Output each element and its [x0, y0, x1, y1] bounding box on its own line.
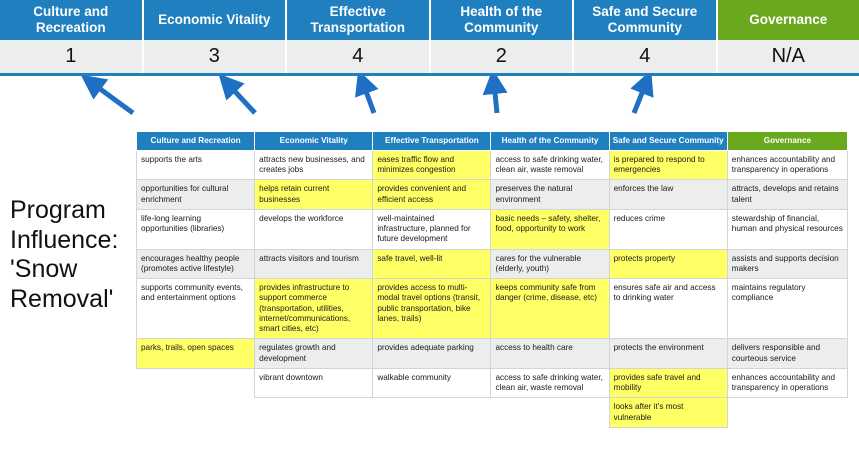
matrix-cell: reduces crime — [609, 209, 727, 249]
table-row — [137, 398, 848, 428]
program-influence-label: Program Influence: 'Snow Removal' — [10, 196, 119, 313]
matrix-cell — [727, 398, 847, 428]
arrow-icon-economic-vitality — [228, 84, 255, 113]
table-row — [137, 150, 848, 180]
header-label: Safe and Secure Community — [592, 4, 698, 35]
score-health-of-the-community: 2 — [431, 40, 575, 73]
table-row — [137, 279, 848, 339]
matrix-header-governance: Governance — [727, 132, 847, 151]
table-row — [137, 209, 848, 249]
matrix-cell: enhances accountability and transparency in operations — [727, 150, 847, 180]
score-economic-vitality: 3 — [144, 40, 288, 73]
matrix-header-economic-vitality: Economic Vitality — [255, 132, 373, 151]
header-label: Governance — [749, 12, 828, 28]
matrix-cell: regulates growth and development — [255, 339, 373, 369]
matrix-cell — [255, 398, 373, 428]
matrix-cell: stewardship of financial, human and physical resources — [727, 209, 847, 249]
matrix-cell: looks after it's most vulnerable — [609, 398, 727, 428]
matrix-cell: provides adequate parking — [373, 339, 491, 369]
header-cell-culture-and-recreation — [0, 0, 144, 40]
header-label: Health of the Community — [460, 4, 543, 35]
matrix-cell: enforces the law — [609, 180, 727, 210]
matrix-cell — [373, 398, 491, 428]
matrix-cell: assists and supports decision makers — [727, 249, 847, 279]
matrix-body — [137, 150, 848, 427]
matrix-cell: provides access to multi-modal travel options (transit, public transportation, bike lanes, trails) — [373, 279, 491, 339]
table-row — [137, 368, 848, 398]
matrix-cell: encourages healthy people (promotes active lifestyle) — [137, 249, 255, 279]
header-cell-effective-transportation — [287, 0, 431, 40]
score-culture-and-recreation: 1 — [0, 40, 144, 73]
matrix-header-culture-and-recreation: Culture and Recreation — [137, 132, 255, 151]
matrix-header-effective-transportation: Effective Transportation — [373, 132, 491, 151]
matrix-cell — [137, 368, 255, 398]
matrix-cell: ensures safe air and access to drinking water — [609, 279, 727, 339]
matrix-header-safe-and-secure-community: Safe and Secure Community — [609, 132, 727, 151]
matrix-cell: supports the arts — [137, 150, 255, 180]
matrix-cell: enhances accountability and transparency in operations — [727, 368, 847, 398]
header-label: Effective Transportation — [310, 4, 405, 35]
score-effective-transportation: 4 — [287, 40, 431, 73]
arrow-icon-safe-and-secure-community — [634, 83, 646, 113]
matrix-cell: safe travel, well-lit — [373, 249, 491, 279]
table-row — [137, 339, 848, 369]
matrix-cell: maintains regulatory compliance — [727, 279, 847, 339]
score-row — [0, 40, 859, 76]
matrix-header-row — [137, 132, 848, 151]
matrix-cell: parks, trails, open spaces — [137, 339, 255, 369]
matrix-cell: provides infrastructure to support commerce (transportation, utilities, internet/communications, smart cities, etc) — [255, 279, 373, 339]
matrix-cell: access to health care — [491, 339, 609, 369]
matrix-cell: delivers responsible and courteous service — [727, 339, 847, 369]
matrix-cell: protects property — [609, 249, 727, 279]
matrix-cell: is prepared to respond to emergencies — [609, 150, 727, 180]
matrix-cell: keeps community safe from danger (crime, disease, etc) — [491, 279, 609, 339]
header-label: Economic Vitality — [158, 12, 271, 28]
matrix-cell: helps retain current businesses — [255, 180, 373, 210]
matrix-cell — [137, 398, 255, 428]
matrix-cell: walkable community — [373, 368, 491, 398]
score-safe-and-secure-community: 4 — [574, 40, 718, 73]
header-cell-economic-vitality — [144, 0, 288, 40]
matrix-cell — [491, 398, 609, 428]
matrix-cell: preserves the natural environment — [491, 180, 609, 210]
matrix-cell: access to safe drinking water, clean air, waste removal — [491, 368, 609, 398]
arrow-group — [0, 76, 859, 132]
header-cell-health-of-the-community — [431, 0, 575, 40]
matrix-header-health-of-the-community: Health of the Community — [491, 132, 609, 151]
matrix-cell: life-long learning opportunities (libraries) — [137, 209, 255, 249]
strategic-outcomes-header — [0, 0, 859, 40]
header-cell-governance — [718, 0, 859, 40]
matrix-cell: well-maintained infrastructure, planned for future development — [373, 209, 491, 249]
matrix-cell: vibrant downtown — [255, 368, 373, 398]
matrix-cell: develops the workforce — [255, 209, 373, 249]
matrix-cell: basic needs – safety, shelter, food, opportunity to work — [491, 209, 609, 249]
matrix-cell: cares for the vulnerable (elderly, youth) — [491, 249, 609, 279]
influence-matrix-table — [136, 131, 848, 428]
table-row — [137, 180, 848, 210]
table-row — [137, 249, 848, 279]
arrow-icon-health-of-the-community — [494, 83, 497, 113]
matrix-cell: opportunities for cultural enrichment — [137, 180, 255, 210]
matrix-cell: attracts, develops and retains talent — [727, 180, 847, 210]
matrix-cell: provides convenient and efficient access — [373, 180, 491, 210]
matrix-cell: access to safe drinking water, clean air, waste removal — [491, 150, 609, 180]
matrix-cell: protects the environment — [609, 339, 727, 369]
matrix-cell: eases traffic flow and minimizes congestion — [373, 150, 491, 180]
arrow-icon-effective-transportation — [363, 83, 374, 113]
matrix-cell: supports community events, and entertainment options — [137, 279, 255, 339]
arrow-icon-culture-and-recreation — [92, 83, 133, 113]
matrix-cell: attracts new businesses, and creates jobs — [255, 150, 373, 180]
header-label: Culture and Recreation — [33, 4, 109, 35]
matrix-cell: provides safe travel and mobility — [609, 368, 727, 398]
score-governance: N/A — [771, 45, 805, 67]
matrix-cell: attracts visitors and tourism — [255, 249, 373, 279]
header-cell-safe-and-secure-community — [574, 0, 718, 40]
